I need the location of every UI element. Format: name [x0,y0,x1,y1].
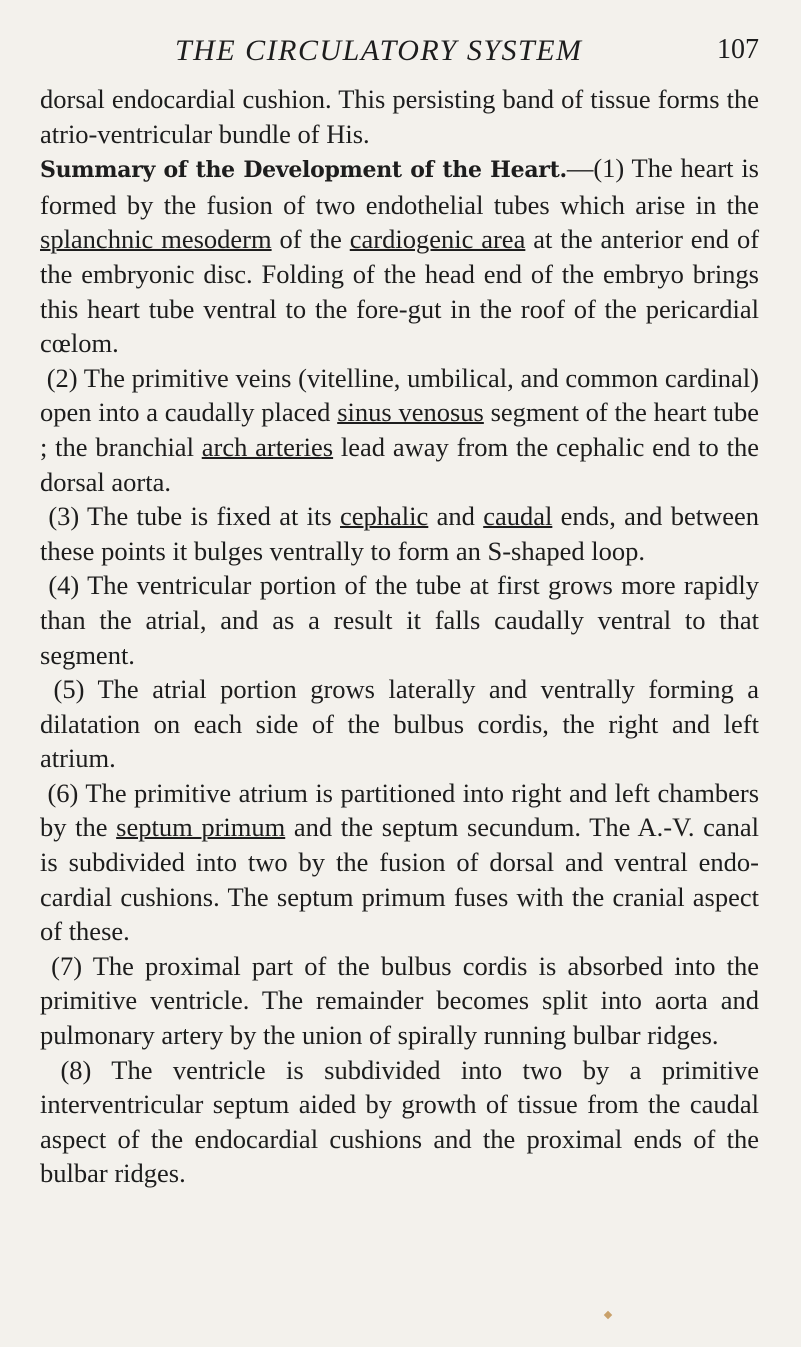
paragraph-7-text: (7) The proximal part of the bulbus cordis is absorbed into the primitive ventricle. The remainder becomes split into aorta and pulmonary artery by the union of spirally running bulbar ridges. [40,950,759,1051]
paragraph-2-underline-1: sinus venosus [337,397,484,428]
paragraph-6 [40,776,759,949]
paragraph-5 [40,672,759,776]
paragraph-1-underline-2: cardiogenic area [349,224,526,255]
paragraph-2-underline-2: arch arteries [201,431,334,462]
paragraph-5-text: (5) The atrial portion grows laterally and ventrally forming a dilatation on each side of the bulbus cordis, the right and left atrium. [40,674,760,774]
running-title: THE CIRCULATORY SYSTEM [175,34,583,67]
paragraph-8 [40,1053,759,1191]
paragraph-4-text: (4) The ventricular portion of the tube at first grows more rapidly than the atrial, and as a result it falls caudally ventral to that segment. [40,570,759,670]
paragraph-2 [40,361,759,499]
paragraph-1 [40,151,759,361]
paragraph-4 [40,568,759,672]
paragraph-1-text-a: —(1) The heart is formed by the fusion of two endothelial tubes which arise in the [40,153,759,220]
paragraph-7 [40,949,759,1053]
page-number: 107 [717,34,759,65]
paragraph-3 [40,499,759,568]
paragraph-6-text-b: and the septum secundum. The A.-V. canal is subdivided into two by the fusion of dorsal and ventral endo-cardial cushions. The septum primum fuses with the cranial aspect of these. [40,812,759,947]
paragraph-1-underline-1: splanchnic mesoderm [40,224,272,255]
paragraph-2-text-c: lead away from the cephalic end to the dorsal aorta. [40,431,759,497]
summary-heading: Summary of the Development of the Heart. [40,157,567,184]
paragraph-0-text: dorsal endocardial cushion. This persisting band of tissue forms the atrio-ventricular bundle of His. [40,84,759,149]
paragraph-3-text-c: ends, and between these points it bulges ventrally to form an S-shaped loop. [40,501,760,566]
paragraph-3-text-a: (3) The tube is fixed at its [48,501,341,532]
paragraph-3-text-b: and [428,501,484,532]
paragraph-8-text: (8) The ventricle is subdivided into two by a primitive interventricular septum aided by growth of tissue from the caudal aspect of the endocardial cushions and the proximal ends of the bulbar ridges. [40,1054,759,1189]
paragraph-2-text-a: (2) The primitive veins (vitelline, umbilical, and common cardinal) open into a caudally placed [40,362,759,428]
paragraph-1-text-b: of the [271,224,350,255]
paragraph-6-underline-1: septum primum [116,812,286,843]
paragraph-6-text-a: (6) The primitive atrium is partitioned into right and left chambers by the [40,777,760,843]
paper-speck [604,1311,612,1319]
body-text [40,82,759,1191]
page-header [40,34,759,82]
paragraph-3-underline-1: cephalic [340,501,429,532]
paragraph-3-underline-2: caudal [483,501,553,532]
paragraph-2-text-b: segment of the heart tube ; the branchial [40,397,759,462]
paragraph-continuation [40,82,759,151]
paragraph-1-text-c: at the anterior end of the embryonic disc. Folding of the head end of the embryo brings this heart tube ventral to the fore-gut in the roof of the pericardial cœlom. [40,224,760,359]
